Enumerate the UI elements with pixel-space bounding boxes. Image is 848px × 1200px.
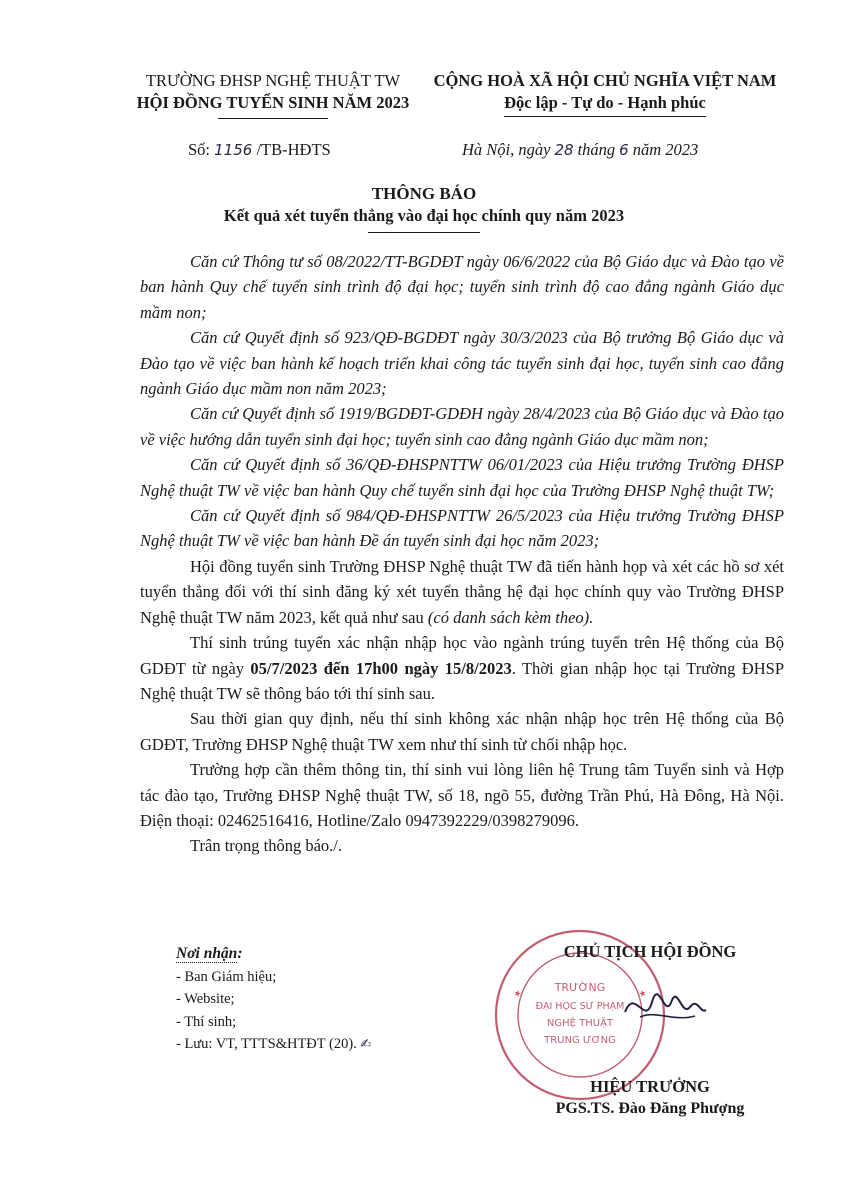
date-year: năm 2023	[632, 140, 699, 159]
confirmation-paragraph	[140, 630, 784, 706]
nation-line-1: CỘNG HOÀ XÃ HỘI CHỦ NGHĨA VIỆT NAM	[433, 71, 777, 90]
stamp-line-1: TRƯỜNG	[554, 981, 606, 994]
basis-paragraph-4: Căn cứ Quyết định số 36/QĐ-ĐHSPNTTW 06/01/2023 của Hiệu trưởng Trường ĐHSP Nghệ thuật TW về việc ban hành Quy chế tuyển sinh đại học của Trường ĐHSP Nghệ thuật TW;	[140, 455, 784, 500]
basis-paragraph-3: Căn cứ Quyết định số 1919/BGDĐT-GDĐH ngày 28/4/2023 của Bộ Giáo dục và Đào tạo về việc hướng dẫn tuyển sinh đại học; tuyển sinh cao đẳng ngành Giáo dục mầm non;	[140, 404, 784, 449]
basis-paragraph-2: Căn cứ Quyết định số 923/QĐ-BGDĐT ngày 30/3/2023 của Bộ trưởng Bộ Giáo dục và Đào tạo về việc ban hành kế hoạch triển khai công tác tuyển sinh đại học, tuyển sinh cao đẳng ngành Giáo dục mầm non năm 2023;	[140, 328, 784, 399]
stamp-line-2: ĐẠI HỌC SƯ PHẠM	[535, 1001, 625, 1012]
confirmation-text-b: . Thời gian nhập học tại Trường ĐHSP Nghệ thuật TW sẽ thông báo tới thí sinh sau.	[140, 658, 784, 703]
date-month: 6	[619, 141, 629, 159]
org-underline	[218, 118, 328, 119]
recipient-item: - Website;	[176, 991, 235, 1007]
signer-title: CHỦ TỊCH HỘI ĐỒNG	[563, 942, 737, 961]
document-subtitle: Kết quả xét tuyển thẳng vào đại học chính quy năm 2023	[223, 206, 625, 225]
stamp-line-4: TRUNG ƯƠNG	[544, 1035, 616, 1046]
date-month-label: tháng	[577, 140, 616, 159]
signer-name: PGS.TS. Đào Đăng Phượng	[555, 1100, 745, 1117]
date-prefix: Hà Nội, ngày	[462, 140, 551, 159]
national-heading	[425, 70, 785, 117]
deadline-paragraph: Sau thời gian quy định, nếu thí sinh không xác nhận nhập học trên Hệ thống của Bộ GDĐT, Trường ĐHSP Nghệ thuật TW xem như thí sinh từ chối nhập học.	[140, 709, 784, 754]
title-underline	[368, 232, 480, 233]
doc-number-prefix: Số:	[188, 140, 215, 159]
basis-paragraph-1: Căn cứ Thông tư số 08/2022/TT-BGDĐT ngày 06/6/2022 của Bộ Giáo dục và Đào tạo về ban hành Quy chế tuyển sinh trình độ đại học; tuyển sinh trình độ cao đẳng ngành Giáo dục mầm non;	[140, 252, 784, 322]
nation-motto: Độc lập - Tự do - Hạnh phúc	[504, 92, 706, 117]
recipient-item	[176, 1033, 371, 1057]
recipient-item: - Thí sinh;	[176, 1013, 237, 1030]
org-line-2: HỘI ĐỒNG TUYỂN SINH NĂM 2023	[136, 93, 410, 112]
document-title: THÔNG BÁO	[371, 184, 477, 203]
stamp-line-3: NGHỆ THUẬT	[546, 1018, 614, 1029]
document-body	[140, 249, 784, 859]
recipient-archive: - Lưu: VT, TTTS&HTĐT (20).	[176, 1036, 357, 1052]
basis-paragraph-5: Căn cứ Quyết định số 984/QĐ-ĐHSPNTTW 26/5/2023 của Hiệu trưởng Trường ĐHSP Nghệ thuật TW về việc ban hành Đề án tuyển sinh đại học năm 2023;	[140, 506, 784, 551]
stamp-ring-text: ★	[635, 988, 649, 1000]
org-line-1: TRƯỜNG ĐHSP NGHỆ THUẬT TW	[145, 71, 401, 90]
doc-number-suffix: /TB-HĐTS	[252, 140, 331, 159]
document-date	[462, 140, 698, 160]
result-attachment-note: (có danh sách kèm theo).	[427, 607, 594, 627]
closing-paragraph: Trân trọng thông báo./.	[190, 836, 343, 856]
date-day: 28	[554, 141, 574, 159]
doc-number-handwritten: 1156	[214, 141, 253, 159]
confirmation-text-a: Thí sinh trúng tuyển xác nhận nhập học vào ngành trúng tuyển trên Hệ thống của Bộ GDĐT từ ngày	[140, 633, 784, 678]
result-text: Hội đồng tuyển sinh Trường ĐHSP Nghệ thuật TW đã tiến hành họp và xét các hồ sơ xét tuyển thẳng đối với thí sinh đăng ký xét tuyển thẳng hệ đại học chính quy vào Trường ĐHSP Nghệ thuật TW năm 2023, kết quả như sau	[140, 556, 784, 627]
recipients-heading	[176, 943, 371, 966]
signer-role: HIỆU TRƯỞNG	[590, 1077, 710, 1096]
handwritten-signature	[620, 982, 710, 1032]
recipients-block	[176, 943, 371, 1057]
result-paragraph	[140, 554, 784, 630]
contact-paragraph: Trường hợp cần thêm thông tin, thí sinh vui lòng liên hệ Trung tâm Tuyển sinh và Hợp tác đào tạo, Trường ĐHSP Nghệ thuật TW, số 18, ngõ 55, đường Trần Phú, Hà Đông, Hà Nội. Điện thoại: 02462516416, Hotline/Zalo 0947392229/0398279096.	[140, 760, 784, 830]
recipients-heading-colon: :	[237, 945, 243, 962]
recipient-item: - Ban Giám hiệu;	[176, 968, 277, 985]
handwritten-initial: ✍	[360, 1037, 372, 1052]
issuing-organization	[128, 70, 418, 119]
confirmation-deadline: 05/7/2023 đến 17h00 ngày 15/8/2023	[250, 658, 512, 678]
document-number	[188, 140, 331, 160]
recipients-heading-text: Nơi nhận	[176, 945, 238, 962]
stamp-ring-text: ★	[511, 988, 525, 1000]
